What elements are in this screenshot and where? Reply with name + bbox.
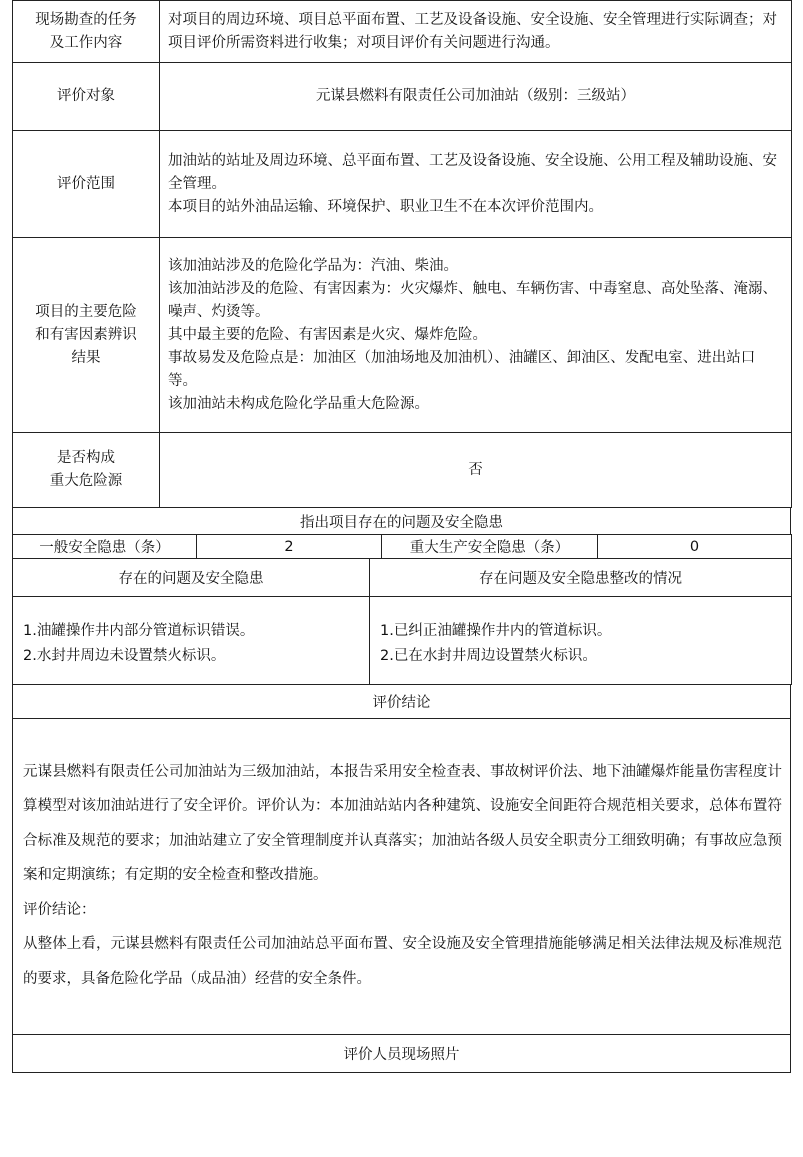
evaluation-form	[12, 0, 791, 1073]
major-production-hazard-count: 0	[598, 535, 792, 559]
rectification-list	[370, 597, 792, 685]
info-table	[12, 0, 792, 508]
issues-count-table	[12, 534, 792, 559]
hazards-text	[160, 238, 792, 433]
task-label: 现场勘查的任务 及工作内容	[13, 1, 160, 63]
hazards-p4: 事故易发及危险点是：加油区（加油场地及加油机）、油罐区、卸油区、发配电室、进出站口等。	[168, 349, 756, 389]
object-label: 评价对象	[13, 63, 160, 131]
hazards-row	[13, 238, 792, 433]
major-production-hazard-label: 重大生产安全隐患（条）	[382, 535, 598, 559]
general-hazard-count: 2	[197, 535, 382, 559]
problems-list	[13, 597, 370, 685]
object-row	[13, 63, 792, 131]
issues-title: 指出项目存在的问题及安全隐患	[13, 508, 791, 535]
conclusion-table	[12, 684, 791, 1073]
site-photos-title: 评价人员现场照片	[13, 1035, 791, 1073]
major-hazard-label: 是否构成 重大危险源	[13, 433, 160, 508]
list-item: 2.水封井周边未设置禁火标识。	[23, 648, 226, 664]
scope-text	[160, 131, 792, 238]
conclusion-paragraph-2: 从整体上看，元谋县燃料有限责任公司加油站总平面布置、安全设施及安全管理措施能够满足相关法律法规及标准规范的要求，具备危险化学品（成品油）经营的安全条件。	[23, 936, 782, 987]
list-item: 1.已纠正油罐操作井内的管道标识。	[380, 623, 612, 639]
hazards-p1: 该加油站涉及的危险化学品为：汽油、柴油。	[168, 257, 458, 274]
task-text: 对项目的周边环境、项目总平面布置、工艺及设备设施、安全设施、安全管理进行实际调查；对项目评价所需资料进行收集；对项目评价有关问题进行沟通。	[160, 1, 792, 63]
rectification-header: 存在问题及安全隐患整改的情况	[370, 559, 792, 597]
object-text: 元谋县燃料有限责任公司加油站（级别：三级站）	[160, 63, 792, 131]
hazards-p5: 该加油站未构成危险化学品重大危险源。	[168, 395, 429, 412]
major-hazard-value: 否	[160, 433, 792, 508]
problems-header: 存在的问题及安全隐患	[13, 559, 370, 597]
hazards-p3: 其中最主要的危险、有害因素是火灾、爆炸危险。	[168, 326, 487, 343]
issues-detail-table	[12, 558, 792, 685]
conclusion-paragraph-1: 元谋县燃料有限责任公司加油站为三级加油站，本报告采用安全检查表、事故树评价法、地下油罐爆炸能量伤害程度计算模型对该加油站进行了安全评价。评价认为：本加油站站内各种建筑、设施安全间距符合规范相关要求，总体布置符合标准及规范的要求；加油站建立了安全管理制度并认真落实；加油站各级人员安全职责分工细致明确；有事故应急预案和定期演练；有定期的安全检查和整改措施。	[23, 763, 782, 884]
major-hazard-row	[13, 433, 792, 508]
conclusion-body	[13, 719, 791, 1035]
scope-text-2: 本项目的站外油品运输、环境保护、职业卫生不在本次评价范围内。	[168, 198, 603, 215]
scope-label: 评价范围	[13, 131, 160, 238]
hazards-label: 项目的主要危险 和有害因素辨识 结果	[13, 238, 160, 433]
general-hazard-label: 一般安全隐患（条）	[13, 535, 197, 559]
issues-title-table	[12, 507, 791, 535]
conclusion-title: 评价结论	[13, 685, 791, 719]
list-item: 2.已在水封井周边设置禁火标识。	[380, 648, 597, 664]
hazards-p2: 该加油站涉及的危险、有害因素为：火灾爆炸、触电、车辆伤害、中毒窒息、高处坠落、淹溺、噪声、灼烫等。	[168, 280, 777, 320]
scope-text-1: 加油站的站址及周边环境、总平面布置、工艺及设备设施、安全设施、公用工程及辅助设施、安全管理。	[168, 152, 777, 192]
task-row	[13, 1, 792, 63]
scope-row	[13, 131, 792, 238]
list-item: 1.油罐操作井内部分管道标识错误。	[23, 623, 255, 639]
conclusion-subheading: 评价结论：	[23, 901, 96, 918]
